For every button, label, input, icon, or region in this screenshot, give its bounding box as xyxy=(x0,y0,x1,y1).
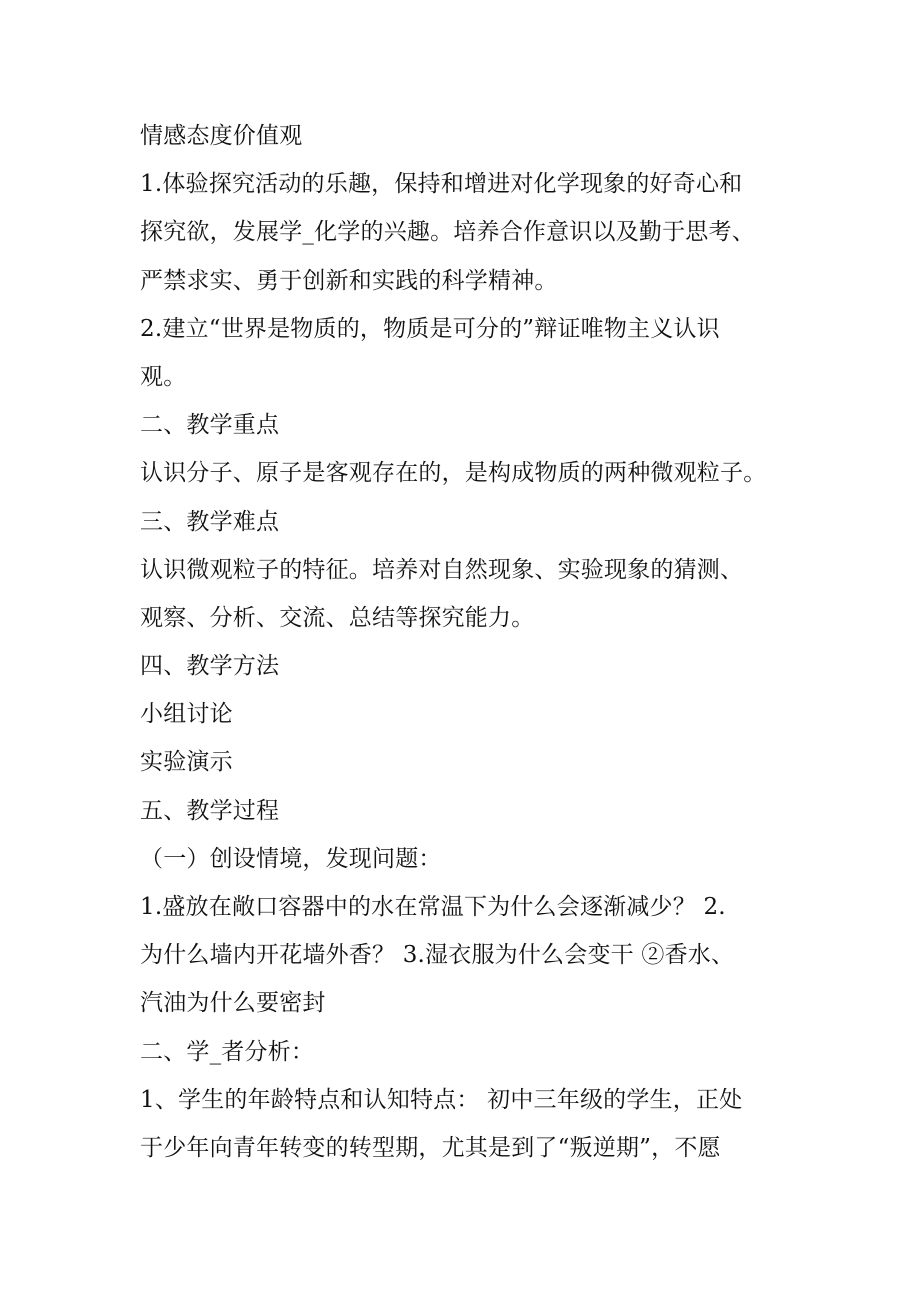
list-item: 小组讨论 xyxy=(140,701,233,728)
paragraph-line: 1、学生的年龄特点和认知特点： 初中三年级的学生，正处 xyxy=(140,1086,743,1113)
section-heading-teaching-process: 五、教学过程 xyxy=(140,797,280,824)
list-item: 实验演示 xyxy=(140,749,233,776)
paragraph-line: 1.盛放在敞口容器中的水在常温下为什么会逐渐减少？ 2. xyxy=(140,894,726,920)
section-heading-teaching-difficulty: 三、教学难点 xyxy=(140,508,280,535)
section-heading-learner-analysis: 二、学_者分析： xyxy=(140,1038,315,1065)
paragraph-line: 认识分子、原子是客观存在的，是构成物质的两种微观粒子。 xyxy=(140,460,767,487)
paragraph-line: 于少年向青年转变的转型期，尤其是到了“叛逆期”，不愿 xyxy=(140,1134,721,1161)
paragraph-line: 认识微观粒子的特征。培养对自然现象、实验现象的猜测、 xyxy=(140,556,744,583)
paragraph-line: 观察、分析、交流、总结等探究能力。 xyxy=(140,604,535,631)
section-heading-teaching-method: 四、教学方法 xyxy=(140,653,280,680)
paragraph-line: 2.建立“世界是物质的，物质是可分的”辩证唯物主义认识 xyxy=(140,315,720,342)
section-heading-emotion-attitude: 情感态度价值观 xyxy=(140,123,303,149)
paragraph-line: 严禁求实、勇于创新和实践的科学精神。 xyxy=(140,267,558,294)
paragraph-line: 为什么墙内开花墙外香？ 3.湿衣服为什么会变干 ②香水、 xyxy=(140,942,735,969)
section-heading-teaching-focus: 二、教学重点 xyxy=(140,412,280,439)
document-page xyxy=(140,112,790,1172)
paragraph-line: 观。 xyxy=(140,363,187,390)
paragraph-line: 探究欲，发展学_化学的兴趣。培养合作意识以及勤于思考、 xyxy=(140,219,755,246)
subsection-heading: （一）创设情境，发现问题： xyxy=(140,845,442,872)
paragraph-line: 汽油为什么要密封 xyxy=(140,990,326,1017)
paragraph-line: 1.体验探究活动的乐趣，保持和增进对化学现象的好奇心和 xyxy=(140,171,743,198)
